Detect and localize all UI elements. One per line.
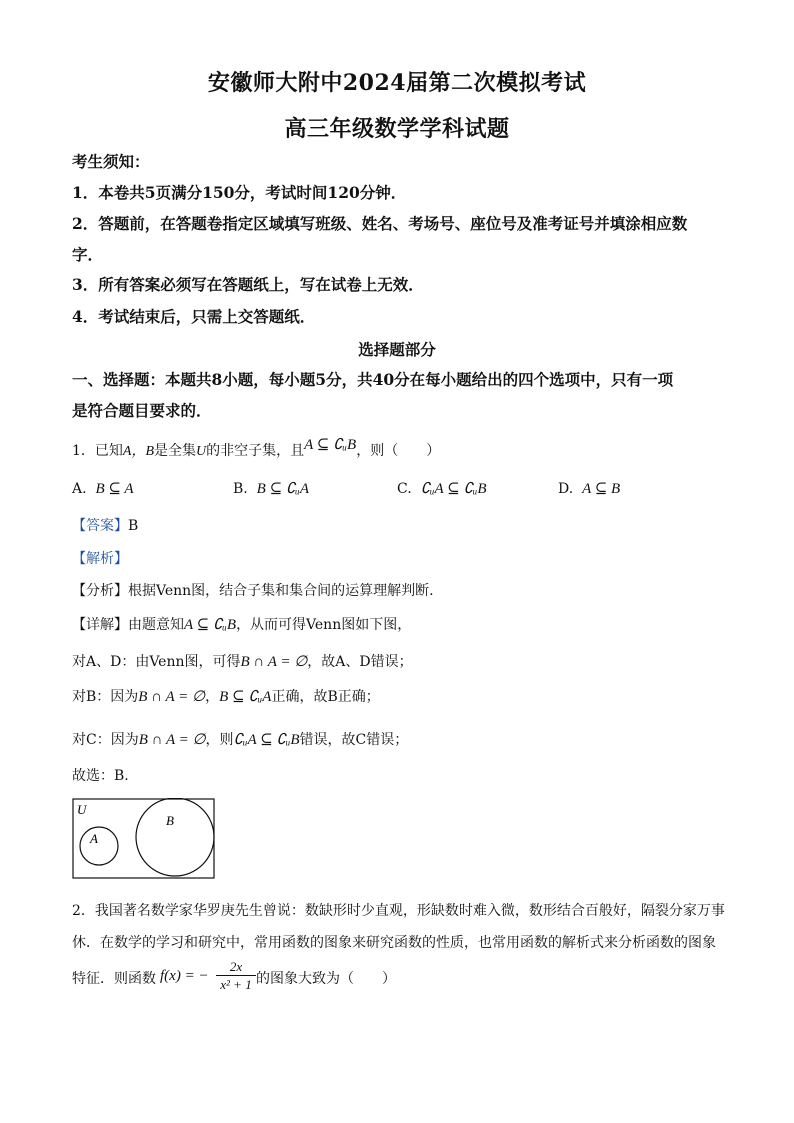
line-text: ，故A、D错误； <box>307 654 413 670</box>
venn-label-b: B <box>166 813 174 828</box>
option-letter: C. <box>397 481 412 497</box>
line-text: ， <box>205 689 220 705</box>
q1-stem-text: 是全集 <box>154 443 197 459</box>
line-text: 对C：因为 <box>72 732 139 748</box>
answer-tag: 【答案】 <box>72 518 128 534</box>
line-text: 对A、D：由Venn图，可得 <box>72 654 241 670</box>
q1-answer <box>72 515 138 535</box>
q1-option-c[interactable] <box>397 479 487 498</box>
xiangjie-expr: A ⊆ ∁ᵤB <box>184 617 237 633</box>
venn-circle-a <box>80 827 118 865</box>
venn-circle-b <box>136 798 214 876</box>
q2-stem-line: 休．在数学的学习和研究中，常用函数的图象来研究函数的性质，也常用函数的解析式来分析函数的图象 <box>72 935 716 951</box>
notice-item: 3．所有答案必须写在答题纸上，写在试卷上无效． <box>72 275 424 294</box>
q2-stem-line: 2．我国著名数学家华罗庚先生曾说：数缺形时少直观，形缺数时难入微，数形结合百般好，隔裂分家万事 <box>72 903 725 919</box>
q2-stem-line3 <box>72 968 156 988</box>
q1-option-a[interactable] <box>72 479 134 498</box>
fenxi-tag: 【分析】 <box>72 583 128 599</box>
q1-option-b[interactable] <box>233 479 309 498</box>
option-letter: B. <box>233 481 248 497</box>
exam-title: 安徽师大附中2024届第二次模拟考试 <box>207 70 587 96</box>
q1-line-c <box>72 729 408 749</box>
q1-analysis-tag: 【解析】 <box>72 551 128 567</box>
option-expr: B ⊆ ∁ᵤA <box>256 481 309 497</box>
line-expr: ∁ᵤA ⊆ ∁ᵤB <box>233 732 300 748</box>
line-text: ，则 <box>205 732 234 748</box>
q2-fx: f(x) = − <box>160 968 209 984</box>
line-text: 错误，故C错误； <box>299 732 409 748</box>
notice-heading: 考生须知： <box>72 152 150 171</box>
xiangjie-tag: 【详解】 <box>72 617 128 633</box>
q2-stem-tail: 的图象大致为（ ） <box>256 971 396 987</box>
option-expr: B ⊆ A <box>95 481 134 497</box>
q1-xiangjie <box>72 614 411 634</box>
q1-line-ad <box>72 651 413 671</box>
q1-stem-text: ，则（ ） <box>356 443 441 459</box>
q1-conclusion: 故选：B. <box>72 768 129 784</box>
venn-diagram <box>72 798 216 880</box>
xiangjie-text: 由题意知 <box>128 617 184 633</box>
q1-stem-condition: A ⊆ ∁ᵤB <box>304 437 357 453</box>
q1-option-d[interactable] <box>558 479 620 498</box>
q1-stem-vars: A，B <box>122 444 155 459</box>
xiangjie-text: ，从而可得Venn图如下图， <box>236 617 412 633</box>
section-heading: 选择题部分 <box>358 340 436 359</box>
line-expr: B ∩ A = ∅ <box>138 689 206 705</box>
line-expr: B ∩ A = ∅ <box>240 654 308 670</box>
notice-item: 1．本卷共5页满分150分，考试时间120分钟． <box>72 183 407 202</box>
option-letter: A. <box>72 481 87 497</box>
section-instruction: 是符合题目要求的． <box>72 401 212 420</box>
q1-stem-text: 1．已知 <box>72 443 123 459</box>
q2-fraction <box>216 959 256 992</box>
q2-denominator: x² + 1 <box>220 977 252 992</box>
notice-item: 2．答题前，在答题卷指定区域填写班级、姓名、考场号、座位号及准考证号并填涂相应数 <box>72 214 688 233</box>
q1-stem-universal: U <box>196 444 207 459</box>
venn-label-a: A <box>90 831 98 846</box>
notice-item: 字． <box>72 245 104 264</box>
option-expr: A ⊆ B <box>582 481 621 497</box>
section-instruction: 一、选择题：本题共8小题，每小题5分，共40分在每小题给出的四个选项中，只有一项 <box>72 370 674 389</box>
q1-stem-text: 的非空子集，且 <box>206 443 305 459</box>
exam-subtitle: 高三年级数学学科试题 <box>284 116 510 142</box>
answer-value: B <box>128 518 139 534</box>
line-expr: B ∩ A = ∅ <box>138 732 206 748</box>
q2-numerator: 2x <box>229 959 243 974</box>
q1-stem <box>72 437 441 460</box>
notice-item: 4．考试结束后，只需上交答题纸． <box>72 307 316 326</box>
line-expr: B ⊆ ∁ᵤA <box>219 689 272 705</box>
q1-fenxi <box>72 580 434 600</box>
venn-label-u: U <box>77 802 87 817</box>
line-text: 对B：因为 <box>72 689 139 705</box>
q1-line-b <box>72 686 380 706</box>
option-expr: ∁ᵤA ⊆ ∁ᵤB <box>420 481 487 497</box>
fenxi-text: 根据Venn图，结合子集和集合间的运算理解判断. <box>128 583 434 599</box>
q2-text: 特征．则函数 <box>72 971 156 987</box>
q2-fraction-bar <box>216 975 256 976</box>
line-text: 正确，故B正确； <box>271 689 380 705</box>
option-letter: D. <box>558 481 574 497</box>
